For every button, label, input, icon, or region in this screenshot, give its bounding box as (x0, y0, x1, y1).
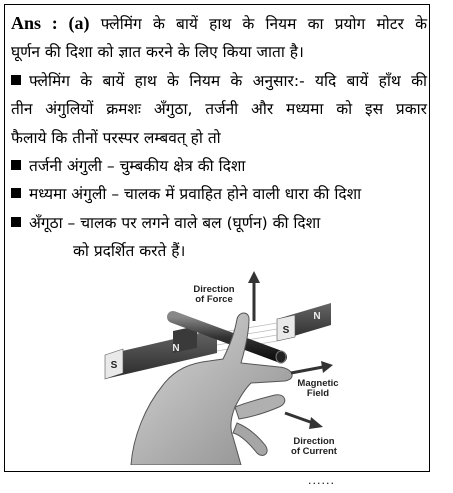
right-magnet-s-pole: S (282, 325, 290, 336)
answer-text (11, 9, 427, 266)
point-text: अँगूठा – चालक पर लगने वाले बल (घूर्णन) की दिशा (29, 213, 321, 232)
field-label-line-2: Field (306, 388, 330, 399)
magnetic-field-label (289, 379, 347, 399)
bullet-square-icon (11, 217, 21, 227)
rule-line-3: फैलाये कि तीनों परस्पर लम्बवत् हो तो (11, 128, 221, 147)
point-thumb (11, 209, 427, 237)
point-text: तर्जनी अंगुली – चुम्बकीय क्षेत्र की दिशा (29, 157, 246, 176)
direction-of-force-label (181, 285, 247, 305)
answer-line-2: घूर्णन की दिशा को ज्ञात करने के लिए किया जाता है। (11, 43, 304, 62)
rule-line-1-text: फ्लेमिंग के बायें हाथ के नियम के अनुसार:- यदि बायें हाँथ की (29, 71, 427, 90)
footer-dots: ...... (308, 474, 335, 487)
answer-line-1-text: फ्लेमिंग के बायें हाथ के नियम का प्रयोग मोटर के (100, 15, 427, 33)
rule-line-1 (11, 67, 427, 95)
field-label-line-1: Magnetic (297, 378, 339, 389)
answer-box (4, 4, 430, 472)
bullet-square-icon (11, 160, 21, 170)
right-magnet (277, 303, 331, 341)
force-label-line-2: of Force (195, 294, 233, 305)
point-index-finger (11, 152, 427, 180)
left-magnet-n-pole: N (172, 343, 180, 354)
bullet-square-icon (11, 75, 21, 85)
force-label-line-1: Direction (193, 284, 235, 295)
bullet-square-icon (11, 188, 21, 198)
answer-label: Ans : (a) (11, 13, 90, 33)
current-arrow (285, 413, 323, 429)
current-label-line-1: Direction (293, 436, 335, 447)
answer-line-1 (11, 9, 427, 38)
right-magnet-n-pole: N (313, 311, 321, 322)
point-text: मध्यमा अंगुली – चालक में प्रवाहित होने वाली धारा की दिशा (29, 185, 362, 204)
current-label-line-2: of Current (291, 446, 337, 457)
point-thumb-continuation: को प्रदर्शित करते हैं। (73, 242, 186, 261)
fleming-left-hand-figure (13, 267, 427, 465)
rule-line-2: तीन अंगुलियों क्रमशः अँगुठा, तर्जनी और मध्यमा को इस प्रकार (11, 100, 427, 119)
direction-of-current-label (279, 437, 349, 457)
left-magnet-s-pole: S (110, 360, 118, 371)
force-arrow (248, 271, 260, 321)
point-middle-finger (11, 180, 427, 208)
field-arrow (291, 361, 333, 373)
